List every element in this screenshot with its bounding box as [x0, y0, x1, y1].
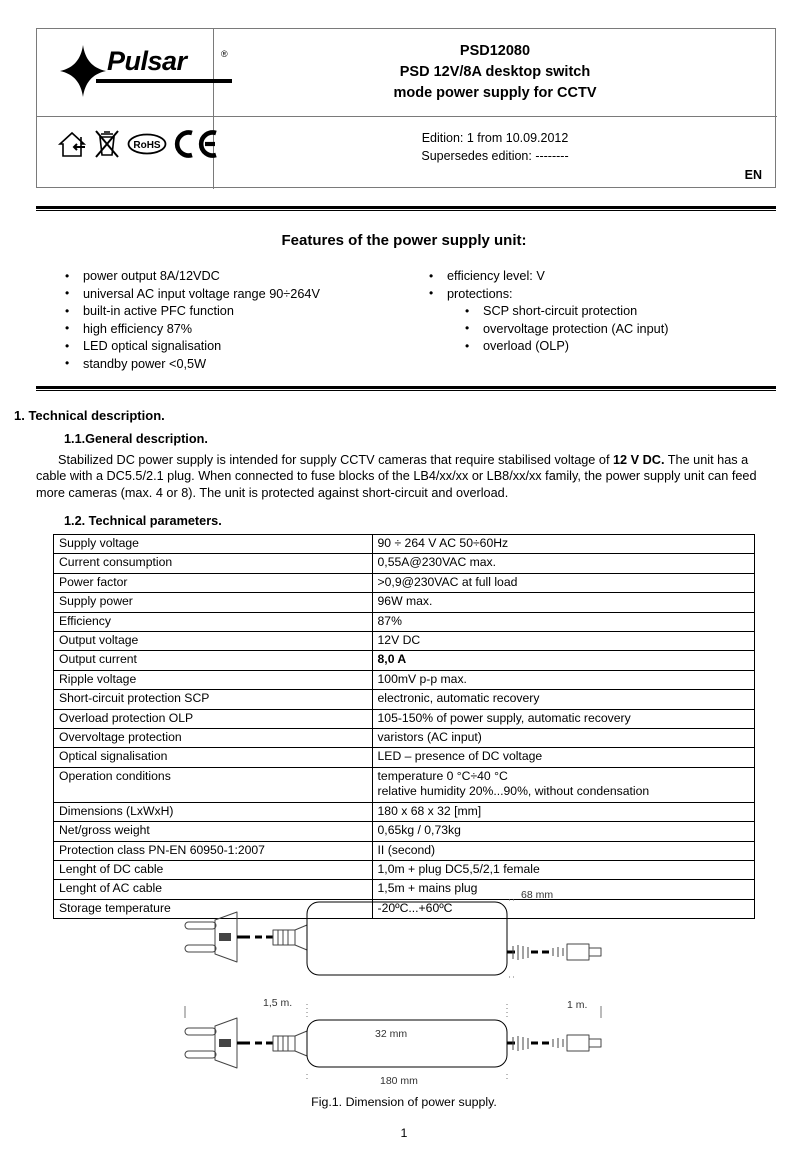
- figure-label-height: 32 mm: [375, 1028, 408, 1040]
- table-row: [54, 767, 755, 802]
- pulsar-logo: [60, 43, 228, 101]
- list-item: [424, 286, 764, 356]
- figure-label-width: 68 mm: [521, 889, 554, 901]
- param-name: Output current: [54, 651, 373, 670]
- param-value: electronic, automatic recovery: [372, 690, 754, 709]
- features-separator-rule: [36, 386, 776, 391]
- table-row: [54, 841, 755, 860]
- param-value-line-1: temperature 0 °C÷40 °C: [377, 768, 508, 783]
- param-name: Net/gross weight: [54, 822, 373, 841]
- param-value: 12V DC: [372, 632, 754, 651]
- table-row: [54, 670, 755, 689]
- logo-cell: [37, 29, 228, 116]
- edition-info: [214, 129, 776, 165]
- param-value: LED – presence of DC voltage: [372, 748, 754, 767]
- supersedes-line: Supersedes edition: --------: [421, 149, 569, 164]
- certification-icon-row: [57, 129, 218, 159]
- param-value: >0,9@230VAC at full load: [372, 573, 754, 592]
- table-row: [54, 535, 755, 554]
- param-value: II (second): [372, 841, 754, 860]
- list-item: • efficiency level: V: [424, 268, 764, 286]
- table-row: [54, 709, 755, 728]
- certification-icons-cell: [37, 117, 213, 188]
- table-row: [54, 573, 755, 592]
- dimension-figure: [175, 884, 635, 1094]
- ce-mark-icon: [174, 129, 218, 159]
- param-name: Supply voltage: [54, 535, 373, 554]
- features-left-list: [60, 268, 420, 374]
- figure-label-dc-cable: 1 m.: [567, 999, 588, 1011]
- param-value: [372, 767, 754, 802]
- param-name: Ripple voltage: [54, 670, 373, 689]
- list-item: • LED optical signalisation: [60, 338, 420, 356]
- section-1-2-heading: 1.2. Technical parameters.: [64, 514, 222, 528]
- edition-cell: [214, 117, 776, 188]
- param-value: varistors (AC input): [372, 729, 754, 748]
- product-code: PSD12080: [459, 42, 531, 59]
- page-number: 1: [400, 1126, 408, 1140]
- rohs-icon: [127, 133, 167, 155]
- param-name: Storage temperature: [54, 899, 373, 918]
- technical-parameters-body: [54, 535, 755, 919]
- param-name: Efficiency: [54, 612, 373, 631]
- param-name: Overload protection OLP: [54, 709, 373, 728]
- list-item: • overload (OLP): [447, 338, 764, 356]
- param-value: 0,55A@230VAC max.: [372, 554, 754, 573]
- param-name: Optical signalisation: [54, 748, 373, 767]
- param-name: Overvoltage protection: [54, 729, 373, 748]
- table-row: [54, 632, 755, 651]
- features-right-column: [424, 268, 764, 356]
- product-title-line-2: PSD 12V/8A desktop switch: [399, 63, 591, 80]
- product-title-line-3: mode power supply for CCTV: [393, 85, 597, 101]
- param-value: 90 ÷ 264 V AC 50÷60Hz: [372, 535, 754, 554]
- param-name: Protection class PN-EN 60950-1:2007: [54, 841, 373, 860]
- table-row: [54, 802, 755, 821]
- list-item: • standby power <0,5W: [60, 356, 420, 374]
- registered-trademark-icon: ®: [221, 49, 228, 59]
- document-header-box: [36, 28, 776, 188]
- general-description-paragraph: [36, 452, 776, 501]
- product-title-cell: [214, 29, 776, 116]
- protections-sublist: [447, 303, 764, 356]
- table-row: [54, 593, 755, 612]
- table-row: [54, 729, 755, 748]
- table-row: [54, 651, 755, 670]
- general-description-text-a: Stabilized DC power supply is intended for supply CCTV cameras that require stabilised voltage of: [58, 453, 613, 467]
- side-view-drawing: [185, 1004, 601, 1080]
- param-value: 0,65kg / 0,73kg: [372, 822, 754, 841]
- param-name: Supply power: [54, 593, 373, 612]
- table-row: [54, 612, 755, 631]
- general-description-voltage: 12 V DC.: [613, 453, 665, 467]
- section-1-1-heading: 1.1.General description.: [64, 432, 208, 446]
- four-point-star-icon: [60, 45, 106, 97]
- features-heading: Features of the power supply unit:: [281, 232, 527, 249]
- param-value: 1,0m + plug DC5,5/2,1 female: [372, 860, 754, 879]
- header-separator-rule: [36, 206, 776, 211]
- param-value: 100mV p-p max.: [372, 670, 754, 689]
- list-item: • SCP short-circuit protection: [447, 303, 764, 321]
- param-value-bold: 8,0 A: [377, 652, 407, 667]
- list-item: • high efficiency 87%: [60, 321, 420, 339]
- list-item: • overvoltage protection (AC input): [447, 321, 764, 339]
- param-name: Lenght of AC cable: [54, 880, 373, 899]
- param-value: -20ºC...+60ºC: [372, 899, 754, 918]
- figure-label-length: 180 mm: [380, 1075, 418, 1087]
- param-name: Output voltage: [54, 632, 373, 651]
- table-row: [54, 554, 755, 573]
- indoor-use-icon: [57, 129, 87, 159]
- param-name: Current consumption: [54, 554, 373, 573]
- features-right-list: [424, 268, 764, 356]
- power-supply-drawing: [175, 884, 635, 1094]
- param-value: 180 x 68 x 32 [mm]: [372, 802, 754, 821]
- param-value: 96W max.: [372, 593, 754, 612]
- logo-underline: [96, 79, 232, 83]
- technical-parameters-table: [53, 534, 755, 919]
- param-name: Operation conditions: [54, 767, 373, 802]
- protections-label: protections:: [447, 286, 513, 301]
- top-view-drawing: [185, 900, 601, 977]
- param-value-line-2: relative humidity 20%...90%, without condensation: [377, 784, 650, 799]
- figure-caption: Fig.1. Dimension of power supply.: [311, 1095, 497, 1109]
- edition-line: Edition: 1 from 10.09.2012: [421, 131, 569, 145]
- svg-text:RoHS: RoHS: [133, 140, 161, 151]
- features-left-column: [60, 268, 420, 374]
- table-row: [54, 690, 755, 709]
- table-row: [54, 860, 755, 879]
- logo-wordmark: Pulsar: [107, 46, 187, 76]
- list-item: • power output 8A/12VDC: [60, 268, 420, 286]
- param-name: Dimensions (LxWxH): [54, 802, 373, 821]
- weee-crossed-bin-icon: [94, 129, 120, 159]
- param-value: 87%: [372, 612, 754, 631]
- section-1-heading: 1. Technical description.: [14, 408, 165, 423]
- general-description-text-b: The unit has a cable with a DC5.5/2.1 plug. When connected to fuse blocks of the LB4/xx/xx or LB8/xx/xx family, the power supply unit can feed more cameras (max. 4 or 8). The unit is protected against short-circuit and overload.: [36, 453, 757, 500]
- list-item: • built-in active PFC function: [60, 303, 420, 321]
- param-value: 1,5m + mains plug: [372, 880, 754, 899]
- param-name: Lenght of DC cable: [54, 860, 373, 879]
- figure-label-ac-cable: 1,5 m.: [263, 997, 293, 1009]
- param-name: Short-circuit protection SCP: [54, 690, 373, 709]
- list-item: • universal AC input voltage range 90÷264V: [60, 286, 420, 304]
- param-value: 105-150% of power supply, automatic recovery: [372, 709, 754, 728]
- language-badge: EN: [744, 168, 762, 182]
- param-name: Power factor: [54, 573, 373, 592]
- table-row: [54, 822, 755, 841]
- table-row: [54, 748, 755, 767]
- param-value: [372, 651, 754, 670]
